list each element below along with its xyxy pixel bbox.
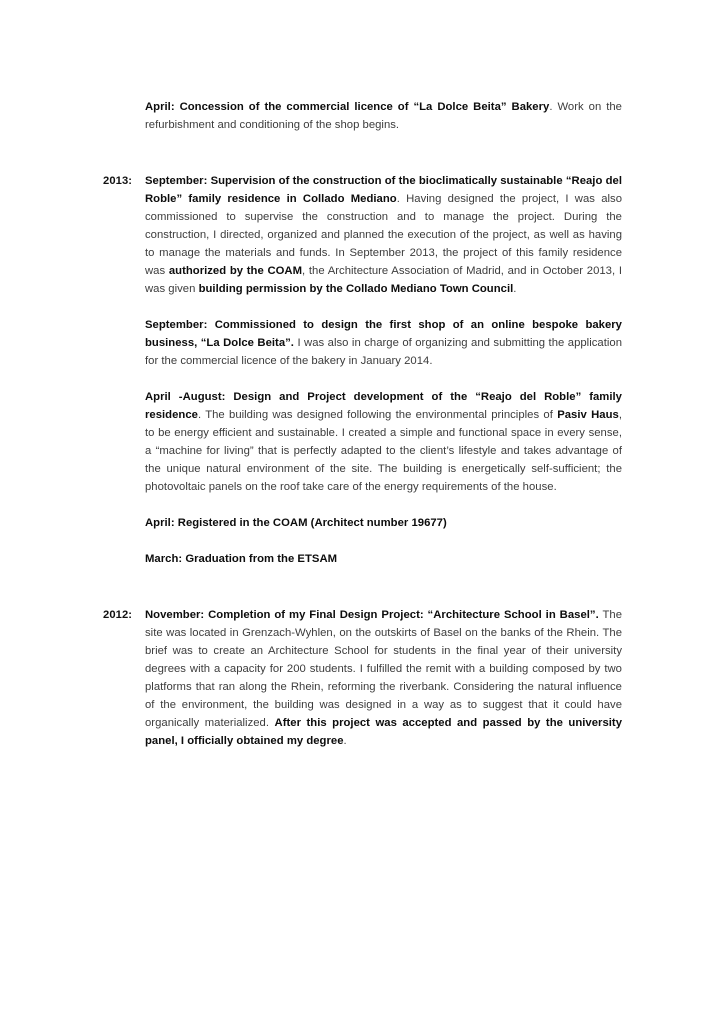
entry-year-label: 2012:	[103, 609, 133, 621]
block-spacer	[103, 568, 622, 606]
entry-body	[145, 172, 622, 568]
block-spacer	[103, 134, 622, 172]
entry-year-label: 2013:	[103, 175, 133, 187]
paragraph-spacer	[145, 370, 622, 388]
paragraph: September: Commissioned to design the first shop of an online bespoke bakery business, “La Dolce Beita”. I was also in charge of organizing and submitting the application for the commercial licence of the bakery in January 2014.	[145, 319, 623, 367]
paragraph: April -August: Design and Project development of the “Reajo del Roble” family residence. The building was designed following the environmental principles of Pasiv Haus, to be energy efficient and sustainable. I created a simple and functional space in every sense, a “machine for living” that is perfectly adapted to the client’s lifestyle and takes advantage of the unique natural environment of the site. The building is energetically self-sufficient; the photovoltaic panels on the roof take care of the energy requirements of the house.	[145, 391, 622, 493]
cv-entry	[103, 172, 622, 568]
paragraph: March: Graduation from the ETSAM	[145, 553, 338, 565]
paragraph: November: Completion of my Final Design Project: “Architecture School in Basel”. The site was located in Grenzach-Wyhlen, on the outskirts of Basel on the banks of the Rhein. The brief was to create an Architecture School for students in the final year of their university degrees with a capacity for 200 students. I fulfilled the remit with a building composed by two platforms that ran along the Rhein, reforming the riverbank. Considering the natural influence of the environment, the building was designed in a way as to suggest that it could have organically materialized. After this project was accepted and passed by the university panel, I officially obtained my degree.	[145, 609, 623, 747]
entry-body	[145, 98, 622, 134]
paragraph-spacer	[145, 298, 622, 316]
paragraph: April: Concession of the commercial licence of “La Dolce Beita” Bakery. Work on the refurbishment and conditioning of the shop begins.	[145, 101, 622, 131]
entry-body	[145, 606, 622, 750]
cv-content-column	[103, 98, 622, 750]
paragraph-spacer	[145, 496, 622, 514]
paragraph: September: Supervision of the construction of the bioclimatically sustainable “Reajo del Roble” family residence in Collado Mediano. Having designed the project, I was also commissioned to supervise the construction and to manage the project. During the construction, I directed, organized and planned the execution of the project, as well as having to manage the materials and funds. In September 2013, the project of this family residence was authorized by the COAM, the Architecture Association of Madrid, and in October 2013, I was given building permission by the Collado Mediano Town Council.	[145, 175, 622, 295]
cv-entry	[103, 606, 622, 750]
paragraph: April: Registered in the COAM (Architect number 19677)	[145, 517, 447, 529]
paragraph-spacer	[145, 532, 622, 550]
cv-entry	[103, 98, 622, 134]
